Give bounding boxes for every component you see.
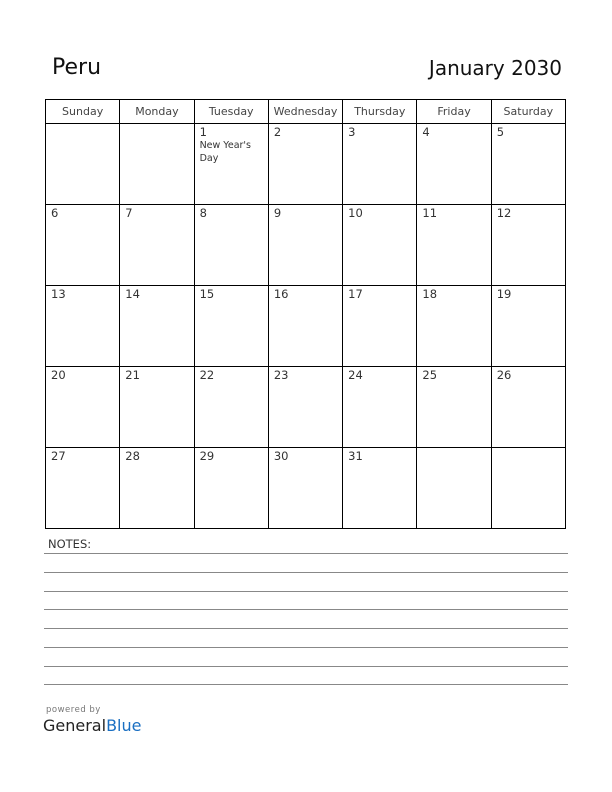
day-cell-14 [120, 286, 194, 367]
day-cell-13 [46, 286, 120, 367]
day-cell-19 [491, 286, 565, 367]
day-cell-27 [46, 448, 120, 529]
day-cell-23 [268, 367, 342, 448]
day-number: 30 [273, 449, 289, 463]
weekday-thursday: Thursday [343, 100, 417, 124]
day-number: 26 [496, 368, 512, 382]
note-line [44, 628, 568, 629]
day-number: 1 [199, 125, 207, 139]
day-number: 22 [199, 368, 215, 382]
day-cell-29 [194, 448, 268, 529]
day-cell-2 [268, 124, 342, 205]
day-number: 14 [125, 287, 140, 301]
empty-day-cell [46, 124, 120, 205]
week-row [46, 448, 566, 529]
day-number: 15 [199, 287, 215, 301]
day-cell-7 [120, 205, 194, 286]
powered-by-text: powered by [46, 705, 101, 715]
calendar-grid [45, 99, 566, 529]
day-cell-21 [120, 367, 194, 448]
day-number: 19 [496, 287, 512, 301]
weekday-tuesday: Tuesday [194, 100, 268, 124]
day-cell-11 [417, 205, 491, 286]
brand-blue: Blue [106, 716, 142, 735]
day-number: 20 [51, 368, 66, 382]
month-year-title: January 2030 [428, 56, 562, 80]
day-cell-25 [417, 367, 491, 448]
day-cell-17 [343, 286, 417, 367]
day-number: 23 [273, 368, 289, 382]
day-cell-8 [194, 205, 268, 286]
day-cell-10 [343, 205, 417, 286]
country-title: Peru [52, 55, 102, 80]
day-number: 27 [51, 449, 66, 463]
day-cell-3 [343, 124, 417, 205]
empty-day-cell [491, 448, 565, 529]
day-number: 4 [422, 125, 430, 139]
day-number: 29 [199, 449, 215, 463]
notes-label: NOTES: [48, 537, 92, 551]
day-number: 31 [348, 449, 363, 463]
day-number: 24 [348, 368, 363, 382]
week-row [46, 205, 566, 286]
day-cell-28 [120, 448, 194, 529]
week-row [46, 124, 566, 205]
day-number: 16 [273, 287, 289, 301]
day-cell-5 [491, 124, 565, 205]
day-cell-31 [343, 448, 417, 529]
day-cell-22 [194, 367, 268, 448]
empty-day-cell [120, 124, 194, 205]
day-number: 7 [125, 206, 133, 220]
day-cell-24 [343, 367, 417, 448]
week-row [46, 286, 566, 367]
day-number: 9 [273, 206, 282, 220]
day-number: 21 [125, 368, 140, 382]
day-cell-9 [268, 205, 342, 286]
week-row [46, 367, 566, 448]
day-number: 18 [422, 287, 438, 301]
day-cell-4 [417, 124, 491, 205]
generalblue-logo [43, 716, 141, 735]
note-line [44, 647, 568, 648]
day-cell-16 [268, 286, 342, 367]
day-number: 28 [125, 449, 140, 463]
day-number: 8 [199, 206, 207, 220]
weekday-header-row [46, 100, 566, 124]
weekday-monday: Monday [120, 100, 194, 124]
day-number: 17 [348, 287, 363, 301]
day-number: 6 [51, 206, 59, 220]
day-number: 11 [422, 206, 438, 220]
day-number: 5 [496, 125, 505, 139]
note-line [44, 572, 568, 573]
weekday-friday: Friday [417, 100, 491, 124]
day-number: 2 [273, 125, 282, 139]
weekday-sunday: Sunday [46, 100, 120, 124]
holiday-label: New Year's Day [199, 140, 251, 164]
day-cell-30 [268, 448, 342, 529]
weekday-saturday: Saturday [491, 100, 565, 124]
day-cell-26 [491, 367, 565, 448]
weekday-wednesday: Wednesday [268, 100, 342, 124]
day-number: 13 [51, 287, 66, 301]
note-line [44, 553, 568, 554]
day-cell-12 [491, 205, 565, 286]
note-line [44, 666, 568, 667]
day-cell-18 [417, 286, 491, 367]
day-number: 10 [348, 206, 363, 220]
empty-day-cell [417, 448, 491, 529]
day-cell-6 [46, 205, 120, 286]
day-number: 25 [422, 368, 438, 382]
day-cell-20 [46, 367, 120, 448]
note-line [44, 684, 568, 685]
day-cell-15 [194, 286, 268, 367]
day-number: 3 [348, 125, 356, 139]
brand-general: General [43, 716, 107, 735]
day-cell-1 [194, 124, 268, 205]
day-number: 12 [496, 206, 512, 220]
note-line [44, 591, 568, 592]
note-line [44, 609, 568, 610]
